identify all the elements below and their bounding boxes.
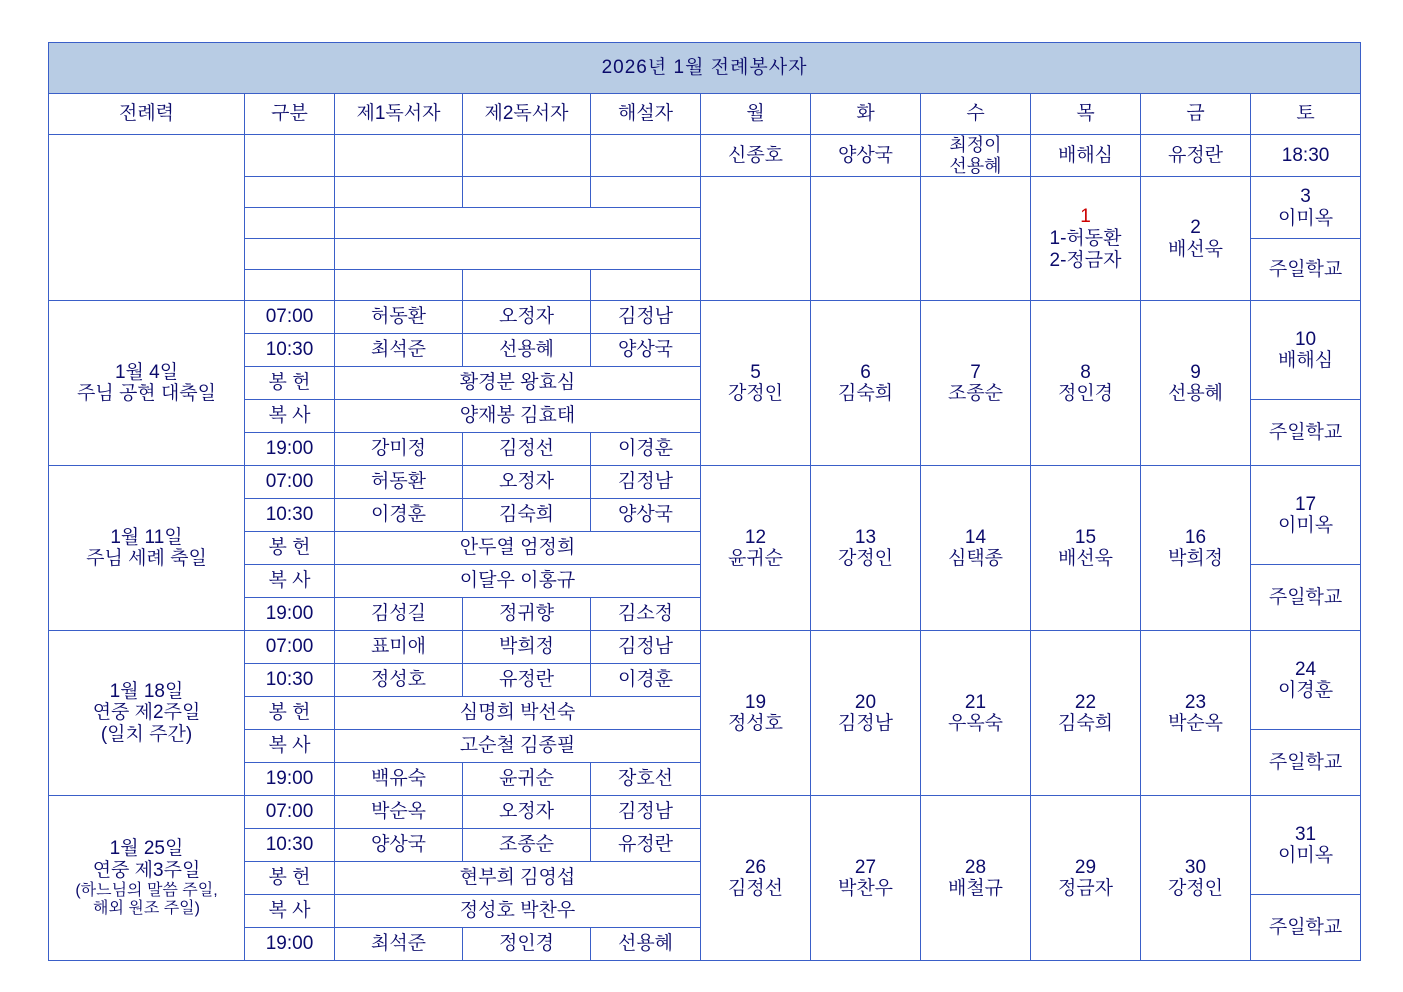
week3-reader1-2: 정성호 — [335, 664, 463, 697]
week4-sat-name: 이미옥 — [1278, 845, 1334, 867]
week1-time-2: 10:30 — [245, 334, 335, 367]
week2-fri-num: 16 — [1184, 526, 1207, 548]
week0-wed — [921, 135, 1031, 177]
week3-thu-name: 김숙희 — [1057, 713, 1114, 735]
week0-fri-name: 배선욱 — [1167, 238, 1224, 260]
week2-sat-school: 주일학교 — [1251, 565, 1361, 631]
week1-time-4: 복 사 — [245, 400, 335, 433]
week1-mon-name: 강정인 — [727, 383, 784, 405]
week0-reader1-2 — [335, 177, 463, 208]
week2-litcal — [49, 466, 245, 631]
week2-litcal-line1: 1월 11일 — [110, 526, 183, 548]
week3-fri — [1141, 631, 1251, 796]
week2-commentator-2: 양상국 — [591, 499, 701, 532]
week0-sat-time: 18:30 — [1251, 135, 1361, 177]
week2-mon — [701, 466, 811, 631]
week1-thu-name: 정인경 — [1057, 383, 1114, 405]
week4-thu-name: 정금자 — [1057, 878, 1114, 900]
week4-reader2-2: 조종순 — [463, 829, 591, 862]
header-sat: 토 — [1251, 94, 1361, 135]
week1-time-5: 19:00 — [245, 433, 335, 466]
week1-row1 — [49, 301, 1361, 334]
week3-time-4: 복 사 — [245, 730, 335, 763]
week4-wed-num: 28 — [964, 856, 987, 878]
week0-thu-line2: 2-정금자 — [1049, 249, 1122, 271]
week3-reader1-5: 백유숙 — [335, 763, 463, 796]
week2-time-5: 19:00 — [245, 598, 335, 631]
week0-wed-line2: 선용혜 — [949, 155, 1002, 176]
header-wed: 수 — [921, 94, 1031, 135]
week1-time-3: 봉 헌 — [245, 367, 335, 400]
week0-thu-num: 1 — [1080, 206, 1091, 228]
week3-time-3: 봉 헌 — [245, 697, 335, 730]
week0-reader2-2 — [463, 177, 591, 208]
week4-offertory: 현부희 김영섭 — [335, 862, 701, 895]
week4-commentator-5: 선용혜 — [591, 928, 701, 961]
week4-wed-name: 배철규 — [947, 878, 1004, 900]
header-division: 구분 — [245, 94, 335, 135]
week0-thu-line1: 1-허동환 — [1049, 227, 1122, 249]
week3-wed-num: 21 — [964, 691, 987, 713]
week2-reader2-2: 김숙희 — [463, 499, 591, 532]
week0-row2 — [49, 177, 1361, 208]
week4-commentator-1: 김정남 — [591, 796, 701, 829]
week3-fri-num: 23 — [1184, 691, 1207, 713]
week1-litcal-line2: 주님 공현 대축일 — [76, 383, 217, 405]
week0-mon-empty — [701, 177, 811, 301]
week0-tue: 양상국 — [811, 135, 921, 177]
week2-tue — [811, 466, 921, 631]
week2-commentator-5: 김소정 — [591, 598, 701, 631]
page-title: 2026년 1월 전례봉사자 — [49, 43, 1361, 94]
week3-time-5: 19:00 — [245, 763, 335, 796]
week2-reader1-5: 김성길 — [335, 598, 463, 631]
schedule-table — [48, 42, 1361, 961]
week3-commentator-1: 김정남 — [591, 631, 701, 664]
week2-wed-num: 14 — [964, 526, 987, 548]
week0-fri: 유정란 — [1141, 135, 1251, 177]
week2-offertory: 안두열 엄정희 — [335, 532, 701, 565]
week4-commentator-2: 유정란 — [591, 829, 701, 862]
week1-sat — [1251, 301, 1361, 400]
week2-time-3: 봉 헌 — [245, 532, 335, 565]
week3-time-1: 07:00 — [245, 631, 335, 664]
week2-thu-name: 배선욱 — [1057, 548, 1114, 570]
week3-sat — [1251, 631, 1361, 730]
week1-commentator-1: 김정남 — [591, 301, 701, 334]
week2-row1 — [49, 466, 1361, 499]
week0-fri-num: 2 — [1190, 217, 1201, 239]
week0-wed-empty — [921, 177, 1031, 301]
week4-mon — [701, 796, 811, 961]
week0-division-2 — [245, 177, 335, 208]
week1-sat-num: 10 — [1294, 328, 1317, 350]
header-thu: 목 — [1031, 94, 1141, 135]
week0-reader2-5 — [463, 270, 591, 301]
week4-thu-num: 29 — [1074, 856, 1097, 878]
week0-division-1 — [245, 135, 335, 177]
week3-offertory: 심명희 박선숙 — [335, 697, 701, 730]
week1-wed-name: 조종순 — [947, 383, 1004, 405]
week1-fri-num: 9 — [1190, 361, 1201, 383]
week3-commentator-2: 이경훈 — [591, 664, 701, 697]
week3-tue-num: 20 — [854, 691, 877, 713]
week2-fri — [1141, 466, 1251, 631]
week0-commentator-1 — [591, 135, 701, 177]
week1-reader1-1: 허동환 — [335, 301, 463, 334]
week4-fri — [1141, 796, 1251, 961]
week2-reader1-1: 허동환 — [335, 466, 463, 499]
week1-fri — [1141, 301, 1251, 466]
week1-mon — [701, 301, 811, 466]
week0-sat-block — [1251, 177, 1361, 239]
week0-division-4 — [245, 239, 335, 270]
week4-reader2-1: 오정자 — [463, 796, 591, 829]
week2-servers: 이달우 이홍규 — [335, 565, 701, 598]
week4-sat — [1251, 796, 1361, 895]
week1-reader2-5: 김정선 — [463, 433, 591, 466]
week4-thu — [1031, 796, 1141, 961]
week3-wed-name: 우옥숙 — [947, 713, 1004, 735]
week3-reader1-1: 표미애 — [335, 631, 463, 664]
week0-reader2-1 — [463, 135, 591, 177]
week2-mon-name: 윤귀순 — [727, 548, 784, 570]
week0-thu: 배해심 — [1031, 135, 1141, 177]
week2-reader1-2: 이경훈 — [335, 499, 463, 532]
week3-reader2-1: 박희정 — [463, 631, 591, 664]
week4-row1 — [49, 796, 1361, 829]
week3-time-2: 10:30 — [245, 664, 335, 697]
week4-reader1-2: 양상국 — [335, 829, 463, 862]
header-fri: 금 — [1141, 94, 1251, 135]
header-row — [49, 94, 1361, 135]
week0-sat-name: 이미옥 — [1278, 207, 1334, 229]
week0-wed-line1: 최정이 — [949, 135, 1002, 155]
week4-litcal-line1: 1월 25일 — [109, 838, 184, 860]
week0-sat-school: 주일학교 — [1251, 239, 1361, 301]
week3-servers: 고순철 김종필 — [335, 730, 701, 763]
week0-tue-empty — [811, 177, 921, 301]
week3-litcal — [49, 631, 245, 796]
week2-thu — [1031, 466, 1141, 631]
week3-tue — [811, 631, 921, 796]
week1-reader1-5: 강미정 — [335, 433, 463, 466]
week3-reader2-5: 윤귀순 — [463, 763, 591, 796]
week3-thu — [1031, 631, 1141, 796]
week0-row1 — [49, 135, 1361, 177]
week2-sat — [1251, 466, 1361, 565]
week1-thu-num: 8 — [1080, 361, 1091, 383]
week2-time-1: 07:00 — [245, 466, 335, 499]
week1-tue-name: 김숙희 — [837, 383, 894, 405]
week0-commentator-2 — [591, 177, 701, 208]
week4-litcal — [49, 796, 245, 961]
week0-wide-4 — [335, 239, 701, 270]
week4-reader1-5: 최석준 — [335, 928, 463, 961]
week3-mon-num: 19 — [744, 691, 767, 713]
week0-division-3 — [245, 208, 335, 239]
week3-reader2-2: 유정란 — [463, 664, 591, 697]
week4-litcal-line3: (하느님의 말씀 주일, — [75, 881, 218, 899]
week1-fri-name: 선용혜 — [1167, 383, 1224, 405]
week4-mon-name: 김정선 — [727, 878, 784, 900]
week0-wide-3 — [335, 208, 701, 239]
week4-tue — [811, 796, 921, 961]
week2-sat-num: 17 — [1294, 493, 1317, 515]
week0-reader1-1 — [335, 135, 463, 177]
week0-reader1-5 — [335, 270, 463, 301]
week3-litcal-line3: (일치 주간) — [100, 724, 193, 746]
week2-tue-name: 강정인 — [837, 548, 894, 570]
week4-fri-name: 강정인 — [1167, 878, 1224, 900]
week1-time-1: 07:00 — [245, 301, 335, 334]
week2-tue-num: 13 — [854, 526, 877, 548]
week2-time-2: 10:30 — [245, 499, 335, 532]
week0-litcal-cell — [49, 135, 245, 301]
week2-fri-name: 박희정 — [1167, 548, 1224, 570]
week3-fri-name: 박순옥 — [1167, 713, 1224, 735]
week3-tue-name: 김정남 — [837, 713, 894, 735]
week0-thu-block — [1031, 177, 1141, 301]
week3-mon-name: 정성호 — [727, 713, 784, 735]
header-tue: 화 — [811, 94, 921, 135]
week1-wed-num: 7 — [970, 361, 981, 383]
week2-thu-num: 15 — [1074, 526, 1097, 548]
header-commentator: 해설자 — [591, 94, 701, 135]
week4-litcal-line2: 연중 제3주일 — [92, 859, 201, 881]
week0-fri-block — [1141, 177, 1251, 301]
week1-thu — [1031, 301, 1141, 466]
week3-wed — [921, 631, 1031, 796]
week2-reader2-1: 오정자 — [463, 466, 591, 499]
week4-servers: 정성호 박찬우 — [335, 895, 701, 928]
week1-tue-num: 6 — [860, 361, 871, 383]
week2-wed-name: 심택종 — [947, 548, 1004, 570]
week4-wed — [921, 796, 1031, 961]
week1-offertory: 황경분 왕효심 — [335, 367, 701, 400]
week1-litcal-line1: 1월 4일 — [114, 361, 179, 383]
week2-wed — [921, 466, 1031, 631]
week4-litcal-line4: 해외 원조 주일) — [93, 900, 200, 918]
header-litcal: 전례력 — [49, 94, 245, 135]
week1-sat-name: 배해심 — [1278, 350, 1334, 372]
header-reader1: 제1독서자 — [335, 94, 463, 135]
week3-row1 — [49, 631, 1361, 664]
week1-wed — [921, 301, 1031, 466]
week2-sat-name: 이미옥 — [1278, 515, 1334, 537]
week3-litcal-line1: 1월 18일 — [109, 680, 184, 702]
week1-reader1-2: 최석준 — [335, 334, 463, 367]
week2-reader2-5: 정귀향 — [463, 598, 591, 631]
header-reader2: 제2독서자 — [463, 94, 591, 135]
week4-tue-name: 박찬우 — [837, 878, 894, 900]
week3-commentator-5: 장호선 — [591, 763, 701, 796]
week4-reader1-1: 박순옥 — [335, 796, 463, 829]
week4-reader2-5: 정인경 — [463, 928, 591, 961]
week3-litcal-line2: 연중 제2주일 — [92, 702, 201, 724]
week1-servers: 양재봉 김효태 — [335, 400, 701, 433]
header-mon: 월 — [701, 94, 811, 135]
week3-thu-num: 22 — [1074, 691, 1097, 713]
week1-commentator-2: 양상국 — [591, 334, 701, 367]
week4-time-2: 10:30 — [245, 829, 335, 862]
week1-reader2-1: 오정자 — [463, 301, 591, 334]
week1-sat-school: 주일학교 — [1251, 400, 1361, 466]
week0-commentator-5 — [591, 270, 701, 301]
week2-commentator-1: 김정남 — [591, 466, 701, 499]
week0-mon: 신종호 — [701, 135, 811, 177]
week3-sat-num: 24 — [1294, 658, 1317, 680]
week1-tue — [811, 301, 921, 466]
week1-commentator-5: 이경훈 — [591, 433, 701, 466]
week1-reader2-2: 선용혜 — [463, 334, 591, 367]
week2-mon-num: 12 — [744, 526, 767, 548]
week4-sat-num: 31 — [1294, 823, 1317, 845]
week3-mon — [701, 631, 811, 796]
week1-mon-num: 5 — [750, 361, 761, 383]
week2-time-4: 복 사 — [245, 565, 335, 598]
liturgy-schedule-sheet — [48, 42, 1358, 961]
week3-sat-school: 주일학교 — [1251, 730, 1361, 796]
week4-time-3: 봉 헌 — [245, 862, 335, 895]
week1-litcal — [49, 301, 245, 466]
week4-sat-school: 주일학교 — [1251, 895, 1361, 961]
week4-time-4: 복 사 — [245, 895, 335, 928]
week4-fri-num: 30 — [1184, 856, 1207, 878]
week0-sat-num: 3 — [1300, 186, 1311, 208]
week4-time-5: 19:00 — [245, 928, 335, 961]
week3-sat-name: 이경훈 — [1278, 680, 1334, 702]
week2-litcal-line2: 주님 세례 축일 — [86, 548, 207, 570]
title-row — [49, 43, 1361, 94]
week4-time-1: 07:00 — [245, 796, 335, 829]
week0-division-5 — [245, 270, 335, 301]
week4-mon-num: 26 — [744, 856, 767, 878]
week4-tue-num: 27 — [854, 856, 877, 878]
